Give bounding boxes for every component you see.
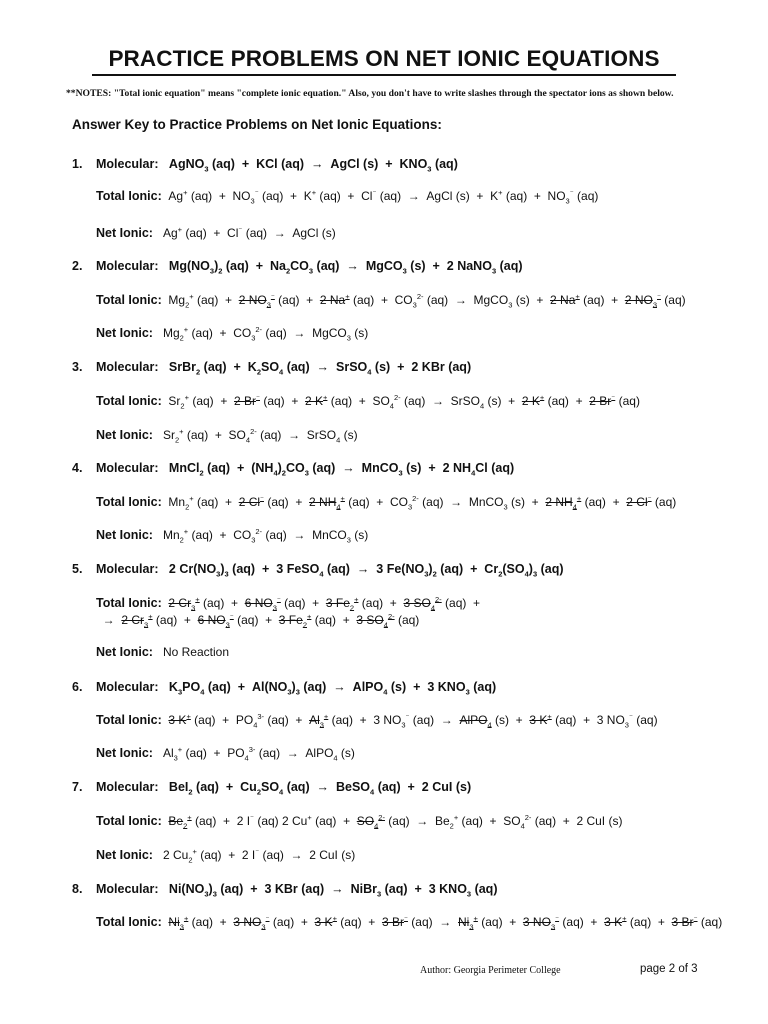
- total-ionic-equation: Total Ionic: 2 $Cr_3^+$ (aq) + 6 $NO_3^{^-}$ (aq) + 3 $Fe_2^+$ (aq) + 3 $SO_4^{2-}$ (aq) +: [96, 595, 481, 613]
- problem-number: 2.: [72, 259, 83, 273]
- answer-key-heading: Answer Key to Practice Problems on Net Ionic Equations:: [72, 117, 442, 132]
- footer-page-number: page 2 of 3: [640, 963, 698, 975]
- notes: **NOTES: "Total ionic equation" means "complete ionic equation." Also, you don't have to write slashes through the spectator ions as shown below.: [66, 88, 674, 99]
- problem-number: 5.: [72, 562, 83, 576]
- total-ionic-equation: Total Ionic: $Mg_2^+$ (aq) + 2 $NO_3^{^-}$ (aq) + 2 Na+ $(aq) + CO_3^{2-}$ (aq) → MgCO$_3$ (s) + 2 Na+ (aq) + 2 $NO_3^{^-}$ (aq): [96, 292, 686, 310]
- molecular-equation: Molecular: $Ni(NO_3)_3$ (aq) + 3 KBr (aq) → NiBr$_3$ (aq) + 3 $KNO_3$ (aq): [96, 882, 498, 899]
- problem-number: 3.: [72, 360, 83, 374]
- problem-number: 7.: [72, 780, 83, 794]
- net-ionic-equation: Net Ionic: $Sr_2^+$ $(aq) + SO_4^{2-}$ (aq) → SrSO$_4$ (s): [96, 427, 358, 445]
- molecular-equation: Molecular: SrBr$_2$ $(aq) + K_2SO_4$ (aq) → SrSO$_4$ (s) + 2 KBr (aq): [96, 360, 472, 377]
- net-ionic-equation: Net Ionic: 2 $Cu_2^+$ (aq) + 2 I⁻ (aq) → 2 CuI (s): [96, 847, 356, 865]
- problem-number: 8.: [72, 882, 83, 896]
- molecular-equation: Molecular: MnCl$_2$ $(aq) + (NH_4)_2CO_3$ (aq) → MnCO$_3$ (s) + 2 $NH_4Cl$ (aq): [96, 461, 515, 478]
- net-ionic-equation: Net Ionic: $Al_3^+$ $(aq) + PO_4^{3-}$ (aq) → AlPO$_4$ (s): [96, 745, 355, 763]
- page-title: PRACTICE PROBLEMS ON NET IONIC EQUATIONS: [108, 46, 660, 71]
- net-ionic-equation: Net Ionic: Ag+ (aq) + Cl⁻ (aq) → AgCl (s): [96, 225, 336, 240]
- problem-number: 6.: [72, 680, 83, 694]
- total-ionic-equation: Total Ionic: $Be_2^+$ (aq) + 2 I⁻ (aq) 2 Cu+ $(aq) + SO_4^{2-}$ $(aq) \to Be_2^+$ $(aq) + SO_4^{2-}$ (aq) + 2 CuI (s): [96, 813, 623, 831]
- net-ionic-equation: Net Ionic: $Mn_2^+$ $(aq) + CO_3^{2-}$ (aq) → MnCO$_3$ (s): [96, 527, 369, 545]
- net-ionic-equation: Net Ionic: No Reaction: [96, 645, 229, 659]
- molecular-equation: Molecular: BeI$_2$ $(aq) + Cu_2SO_4$ (aq) → BeSO$_4$ (aq) + 2 CuI (s): [96, 780, 472, 797]
- problem-number: 4.: [72, 461, 83, 475]
- molecular-equation: Molecular: $K_3PO_4$ $(aq) + Al(NO_3)_3$ (aq) → AlPO$_4$ (s) + 3 $KNO_3$ (aq): [96, 680, 497, 697]
- total-ionic-equation: Total Ionic: 3 K+ $(aq) + PO_4^{3-}$ $(aq) + Al_3^+$ (aq) + 3 $NO_3^{^-}$ (aq) → AlPO$_4$ (s) + 3 K+ (aq) + 3 $NO_3^{^-}$ (aq): [96, 712, 658, 730]
- total-ionic-equation: → 2 $Cr_3^+$ (aq) + 6 $NO_3^{^-}$ (aq) + 3 $Fe_2^+$ (aq) + 3 $SO_4^{2-}$ (aq): [96, 612, 420, 630]
- total-ionic-equation: Total Ionic: $Ni_3^+$ (aq) + 3 $NO_3^{^-}$ (aq) + 3 K+ (aq) + 3 Br⁻ $(aq) \to Ni_3^+$ (aq) + 3 $NO_3^{^-}$ (aq) + 3 K+ (aq) + 3 Br⁻ (aq): [96, 914, 723, 932]
- molecular-equation: Molecular: AgNO$_3$ (aq) + KCl (aq) → AgCl $(s) + KNO_3$ (aq): [96, 157, 458, 174]
- problem-number: 1.: [72, 157, 83, 171]
- footer-author: Author: Georgia Perimeter College: [420, 965, 561, 976]
- molecular-equation: Molecular: $Mg(NO_3)_2$ $(aq) + Na_2CO_3$ (aq) → MgCO$_3$ (s) + 2 NaNO$_3$ (aq): [96, 259, 523, 276]
- molecular-equation: Molecular: 2 $Cr(NO_3)_3$ (aq) + 3 FeSO$_4$ (aq) → 3 $Fe(NO_3)_2$ $(aq) + Cr_2(SO_4)_3$ (aq): [96, 562, 564, 579]
- title-underline: [92, 74, 676, 76]
- total-ionic-equation: Total Ionic: $Sr_2^+$ (aq) + 2 Br⁻ (aq) + 2 K+ $(aq) + SO_4^{2-}$ (aq) → SrSO$_4$ (s) + 2 K+ (aq) + 2 Br⁻ (aq): [96, 393, 640, 411]
- total-ionic-equation: Total Ionic: $Mn_2^+$ (aq) + 2 Cl⁻ (aq) + 2 $NH_4^+$ $(aq) + CO_3^{2-}$ (aq) → MnCO$_3$ (s) + 2 $NH_4^+$ (aq) + 2 Cl⁻ (aq): [96, 494, 677, 512]
- net-ionic-equation: Net Ionic: $Mg_2^+$ $(aq) + CO_3^{2-}$ (aq) → MgCO$_3$ (s): [96, 325, 369, 343]
- total-ionic-equation: Total Ionic: Ag+ $(aq) + NO_3^{^-}$ (aq) + K+ (aq) + Cl⁻ (aq) → AgCl (s) + K+ $(aq) + NO_3^{^-}$ (aq): [96, 188, 599, 206]
